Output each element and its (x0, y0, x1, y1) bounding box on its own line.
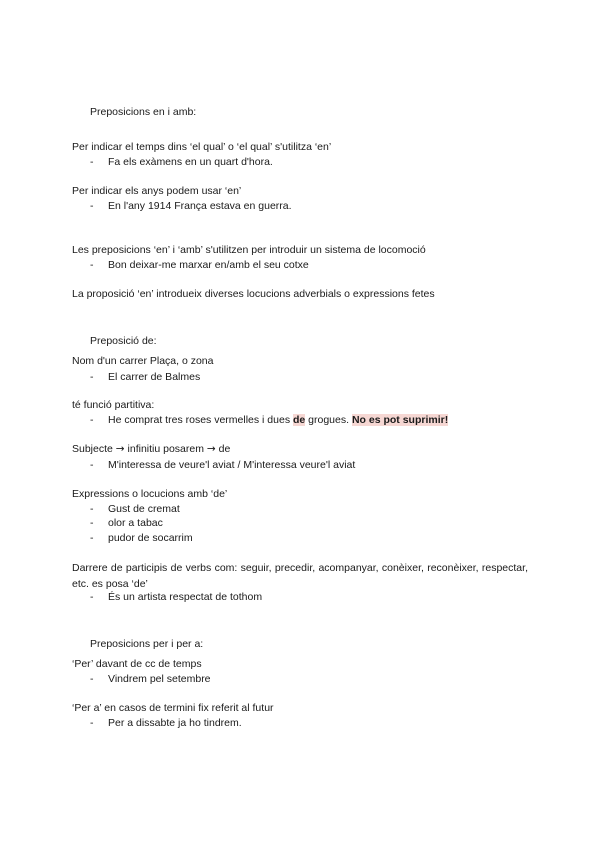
list-item-text: El carrer de Balmes (108, 371, 201, 383)
list-item-text: pudor de socarrim (108, 532, 193, 544)
dash-bullet: - (90, 503, 94, 515)
dash-bullet: - (90, 717, 94, 729)
list-item-text: És un artista respectat de tothom (108, 591, 263, 603)
paragraph: Les preposicions ‘en’ i ‘amb’ s'utilitzen per introduir un sistema de locomoció (72, 244, 426, 256)
highlighted-warning: No es pot suprimir! (351, 414, 449, 426)
paragraph: Nom d'un carrer Plaça, o zona (72, 355, 214, 367)
dash-bullet: - (90, 414, 94, 426)
list-item-text: Fa els exàmens en un quart d'hora. (108, 156, 273, 168)
dash-bullet: - (90, 673, 94, 685)
paragraph: La proposició ‘en’ introdueix diverses locucions adverbials o expressions fetes (72, 288, 435, 300)
dash-bullet: - (90, 371, 94, 383)
paragraph: Expressions o locucions amb ‘de’ (72, 488, 228, 500)
text-run: Subjecte (72, 443, 113, 455)
text-run: de (218, 443, 231, 455)
paragraph: ‘Per’ davant de cc de temps (72, 658, 202, 670)
list-item-text (108, 414, 448, 427)
right-arrow-icon: → (115, 443, 125, 455)
list-item-text: M'interessa de veure'l aviat / M'interessa veure'l aviat (108, 459, 356, 471)
paragraph: Per indicar el temps dins ‘el qual’ o ‘el qual’ s'utilitza ‘en’ (72, 141, 332, 153)
right-arrow-icon: → (206, 443, 216, 455)
dash-bullet: - (90, 517, 94, 529)
dash-bullet: - (90, 156, 94, 168)
dash-bullet: - (90, 532, 94, 544)
list-item-text: Per a dissabte ja ho tindrem. (108, 717, 242, 729)
section-heading-per-pera: Preposicions per i per a: (90, 638, 204, 650)
paragraph: té funció partitiva: (72, 399, 155, 411)
list-item-text: En l'any 1914 França estava en guerra. (108, 200, 292, 212)
list-item-text: Vindrem pel setembre (108, 673, 211, 685)
dash-bullet: - (90, 591, 94, 603)
list-item-text: olor a tabac (108, 517, 163, 529)
text-run: infinitiu posarem (127, 443, 204, 455)
text-run: grogues. (305, 414, 352, 426)
highlighted-word: de (292, 414, 306, 426)
list-item-text: Gust de cremat (108, 503, 180, 515)
list-item-text: Bon deixar-me marxar en/amb el seu cotxe (108, 259, 309, 271)
text-run: He comprat tres roses vermelles i dues (108, 414, 293, 426)
paragraph: ‘Per a’ en casos de termini fix referit al futur (72, 702, 274, 714)
paragraph: Darrere de participis de verbs com: seguir, precedir, acompanyar, conèixer, reconèixer, respectar, etc. es posa ‘de’ (72, 562, 528, 590)
section-heading-en-amb: Preposicions en i amb: (90, 106, 197, 118)
paragraph (72, 443, 230, 456)
dash-bullet: - (90, 259, 94, 271)
paragraph: Per indicar els anys podem usar ‘en’ (72, 185, 242, 197)
dash-bullet: - (90, 200, 94, 212)
section-heading-de: Preposició de: (90, 335, 157, 347)
dash-bullet: - (90, 459, 94, 471)
